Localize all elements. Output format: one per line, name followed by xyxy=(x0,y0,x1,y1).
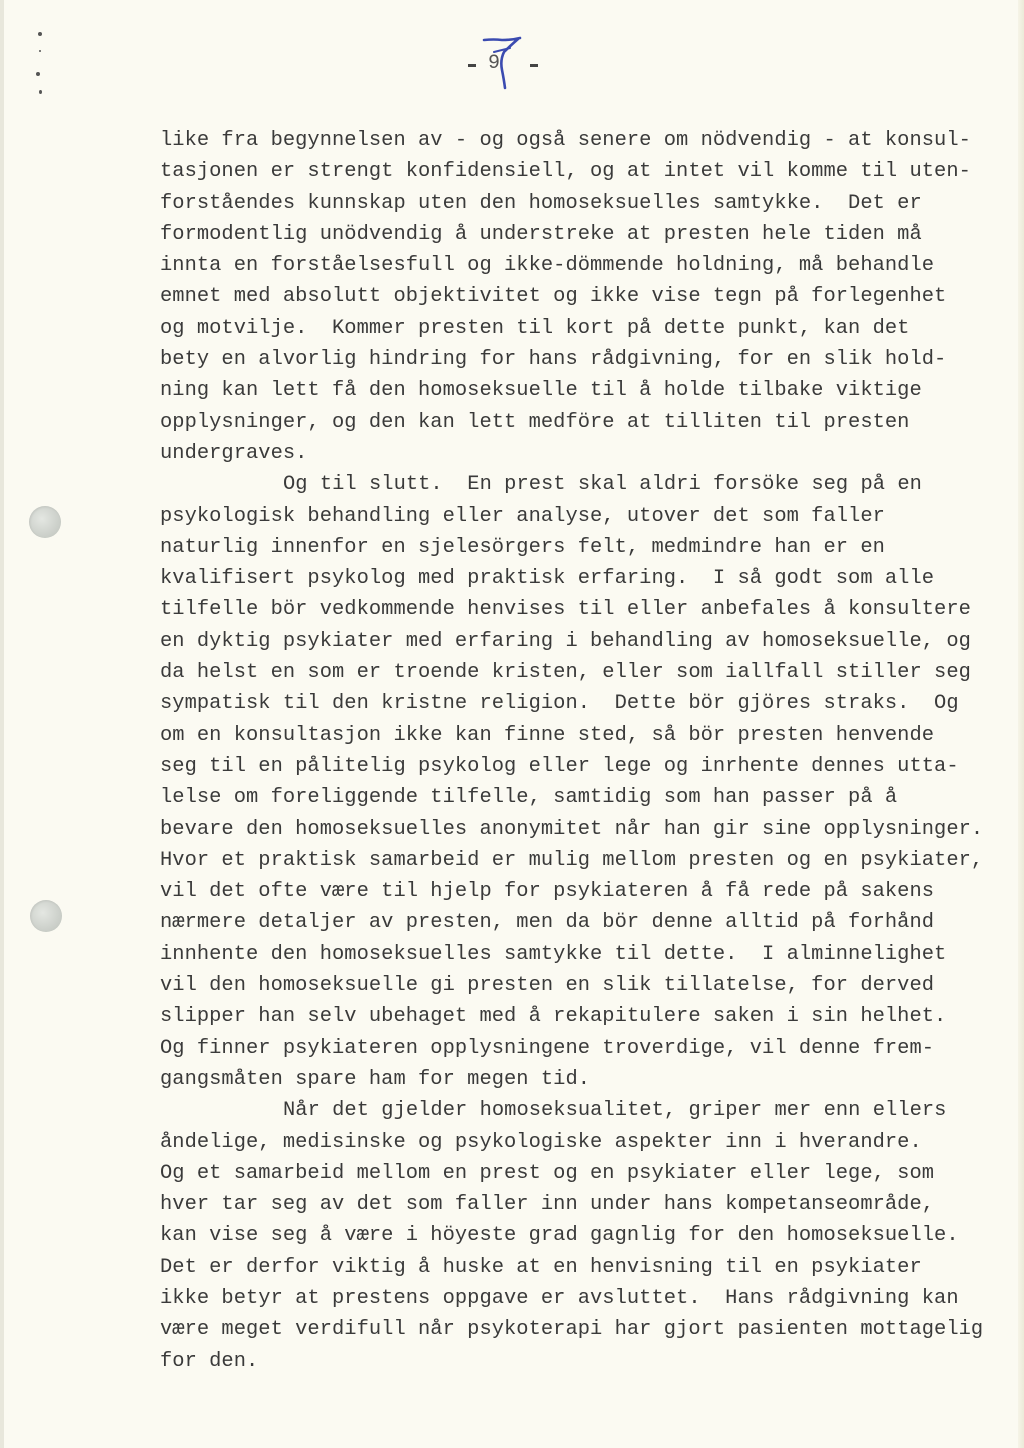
punch-hole-bottom xyxy=(30,900,62,932)
paper-edge-right xyxy=(1018,0,1024,1448)
page-number-dash-right xyxy=(530,64,538,67)
paper-edge-left xyxy=(0,0,4,1448)
margin-specks xyxy=(34,28,46,98)
text-line: innta en forståelsesfull og ikke-dömmende holdning, må behandle xyxy=(160,254,935,278)
text-line: sympatisk til den kristne religion. Dette bör gjöres straks. Og xyxy=(160,692,959,716)
page-number-typed: 9 xyxy=(488,52,501,75)
text-line: gangsmåten spare ham for megen tid. xyxy=(160,1067,591,1091)
text-line: formodentlig unödvendig å understreke at presten hele tiden må xyxy=(160,222,922,246)
text-line: en dyktig psykiater med erfaring i behandling av homoseksuelle, og xyxy=(160,629,971,653)
text-line: vil det ofte være til hjelp for psykiateren å få rede på sakens xyxy=(160,880,935,904)
handwritten-page-number xyxy=(480,30,530,92)
text-line: da helst en som er troende kristen, eller som iallfall stiller seg xyxy=(160,661,971,685)
text-line: bevare den homoseksuelles anonymitet når han gir sine opplysninger. xyxy=(160,817,984,841)
text-line: Og finner psykiateren opplysningene troverdige, vil denne frem- xyxy=(160,1036,935,1060)
text-line: Hvor et praktisk samarbeid er mulig mellom presten og en psykiater, xyxy=(160,848,984,872)
text-line: forståendes kunnskap uten den homoseksuelles samtykke. Det er xyxy=(160,191,922,215)
text-line: nærmere detaljer av presten, men da bör denne alltid på forhånd xyxy=(160,911,935,935)
text-line: Og til slutt. En prest skal aldri forsöke seg på en xyxy=(283,473,922,497)
text-line: og motvilje. Kommer presten til kort på dette punkt, kan det xyxy=(160,316,910,340)
text-line: bety en alvorlig hindring for hans rådgivning, for en slik hold- xyxy=(160,348,947,372)
text-line: innhente den homoseksuelles samtykke til dette. I alminnelighet xyxy=(160,942,947,966)
text-line: Når det gjelder homoseksualitet, griper mer enn ellers xyxy=(283,1099,947,1123)
text-line: emnet med absolutt objektivitet og ikke vise tegn på forlegenhet xyxy=(160,285,947,309)
text-line: seg til en pålitelig psykolog eller lege og inrhente dennes utta- xyxy=(160,754,959,778)
punch-hole-top xyxy=(29,506,61,538)
text-line: naturlig innenfor en sjelesörgers felt, medmindre han er en xyxy=(160,535,885,559)
text-line: kan vise seg å være i höyeste grad gagnlig for den homoseksuelle. xyxy=(160,1224,959,1248)
text-line: vil den homoseksuelle gi presten en slik tillatelse, for derved xyxy=(160,974,935,998)
text-line: for den. xyxy=(160,1349,259,1373)
page-number-dash-left xyxy=(468,64,476,67)
page-number xyxy=(468,30,558,90)
text-line: tilfelle bör vedkommende henvises til eller anbefales å konsultere xyxy=(160,598,971,622)
text-line: om en konsultasjon ikke kan finne sted, så bör presten henvende xyxy=(160,723,935,747)
text-line: Og et samarbeid mellom en prest og en psykiater eller lege, som xyxy=(160,1161,935,1185)
text-line: like fra begynnelsen av - og også senere om nödvendig - at konsul- xyxy=(160,129,971,152)
text-line: hver tar seg av det som faller inn under hans kompetanseområde, xyxy=(160,1193,935,1217)
text-line: ikke betyr at prestens oppgave er avsluttet. Hans rådgivning kan xyxy=(160,1286,959,1310)
text-line: lelse om foreliggende tilfelle, samtidig som han passer på å xyxy=(160,786,898,810)
text-line: kvalifisert psykolog med praktisk erfaring. I så godt som alle xyxy=(160,567,935,591)
text-line: ning kan lett få den homoseksuelle til å holde tilbake viktige xyxy=(160,379,922,403)
typewritten-body xyxy=(160,125,990,1377)
text-line: undergraves. xyxy=(160,441,308,465)
text-line: være meget verdifull når psykoterapi har gjort pasienten mottagelig xyxy=(160,1318,984,1342)
text-line: åndelige, medisinske og psykologiske aspekter inn i hverandre. xyxy=(160,1130,922,1154)
text-line: slipper han selv ubehaget med å rekapitulere saken i sin helhet. xyxy=(160,1005,947,1029)
text-line: opplysninger, og den kan lett medföre at tilliten til presten xyxy=(160,410,910,434)
text-line: tasjonen er strengt konfidensiell, og at intet vil komme til uten- xyxy=(160,160,971,184)
text-line: psykologisk behandling eller analyse, utover det som faller xyxy=(160,504,885,528)
text-line: Det er derfor viktig å huske at en henvisning til en psykiater xyxy=(160,1255,922,1279)
